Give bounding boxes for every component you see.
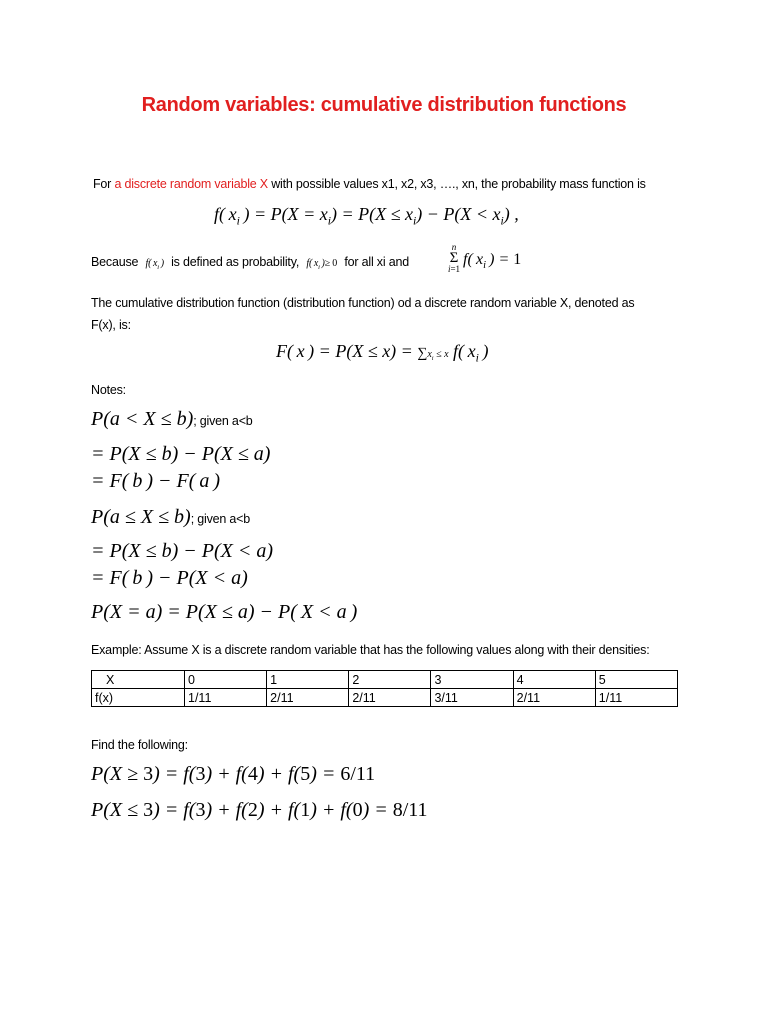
cdf-sentence-line2: F(x), is: (91, 318, 131, 332)
table-cell: 3/11 (431, 689, 513, 707)
note1-expression: P(a < X ≤ b) (91, 408, 194, 430)
pmf-formula: f( $x_i$ ) = $P(X = x_i) = P(X \le x_i) - P(X < x_i)$ , (214, 204, 519, 228)
note2-line3: = F( b ) − P(X < a) (91, 567, 248, 589)
table-cell: 5 (595, 671, 677, 689)
notes-label: Notes: (91, 383, 126, 397)
table-cell: X (92, 671, 185, 689)
answer1-formula: P(X ≥ 3) = f(3) + f(4) + f(5) = 6/11 (91, 763, 376, 785)
table-cell: 0 (185, 671, 267, 689)
because-middle: is defined as probability, (171, 255, 300, 269)
table-row (92, 689, 678, 707)
sum-formula: f( $x_i$ ) = 1 (463, 251, 522, 272)
sum-symbol: n Σ i=1 (447, 242, 461, 274)
intro-paragraph (93, 177, 646, 191)
note3-formula: P(X = a) = P(X ≤ a) − P( X < a ) (91, 601, 358, 623)
note2-line1 (91, 506, 250, 529)
cdf-formula: F( x ) = $P(X \le x) = \sum x_i \le x$ f( $x_i$ ) (276, 341, 489, 365)
note1-line3: = F( b ) − F( a ) (91, 470, 221, 492)
nonneg-inline: f( $x_i$ )≥ 0 (306, 258, 338, 271)
note2-line2: = P(X ≤ b) − P(X < a) (91, 540, 273, 562)
because-end: for all xi and (344, 255, 409, 269)
find-label: Find the following: (91, 738, 188, 752)
table-cell: 3 (431, 671, 513, 689)
table-cell: 4 (513, 671, 595, 689)
note2-expression: P(a ≤ X ≤ b) (91, 506, 191, 528)
cdf-sentence-line1: The cumulative distribution function (distribution function) od a discrete random variable X, denoted as (91, 296, 635, 310)
given-label-2: ; given a<b (190, 512, 251, 526)
note1-line1 (91, 408, 253, 431)
intro-suffix: with possible values x1, x2, x3, …., xn, the probability mass function is (267, 177, 646, 191)
table-cell: 2 (349, 671, 431, 689)
intro-highlight: a discrete random variable X (114, 177, 268, 191)
note1-line2: = P(X ≤ b) − P(X ≤ a) (91, 443, 271, 465)
page-title: Random variables: cumulative distribution functions (141, 94, 627, 116)
intro-prefix: For (93, 177, 115, 191)
table-cell: 1 (267, 671, 349, 689)
table-cell: f(x) (92, 689, 185, 707)
fxi-inline: f( $x_i$ ) (145, 258, 164, 271)
answer2-formula: P(X ≤ 3) = f(3) + f(2) + f(1) + f(0) = 8/11 (91, 799, 428, 821)
table-cell: 2/11 (513, 689, 595, 707)
because-line (91, 255, 409, 271)
because-label: Because (91, 255, 139, 269)
table-header-row (92, 671, 678, 689)
given-label-1: ; given a<b (193, 414, 253, 428)
table-cell: 2/11 (267, 689, 349, 707)
example-text: Example: Assume X is a discrete random variable that has the following values along with their densities: (91, 643, 650, 657)
table-cell: 1/11 (185, 689, 267, 707)
table-cell: 1/11 (595, 689, 677, 707)
table-cell: 2/11 (349, 689, 431, 707)
density-table (91, 670, 678, 707)
